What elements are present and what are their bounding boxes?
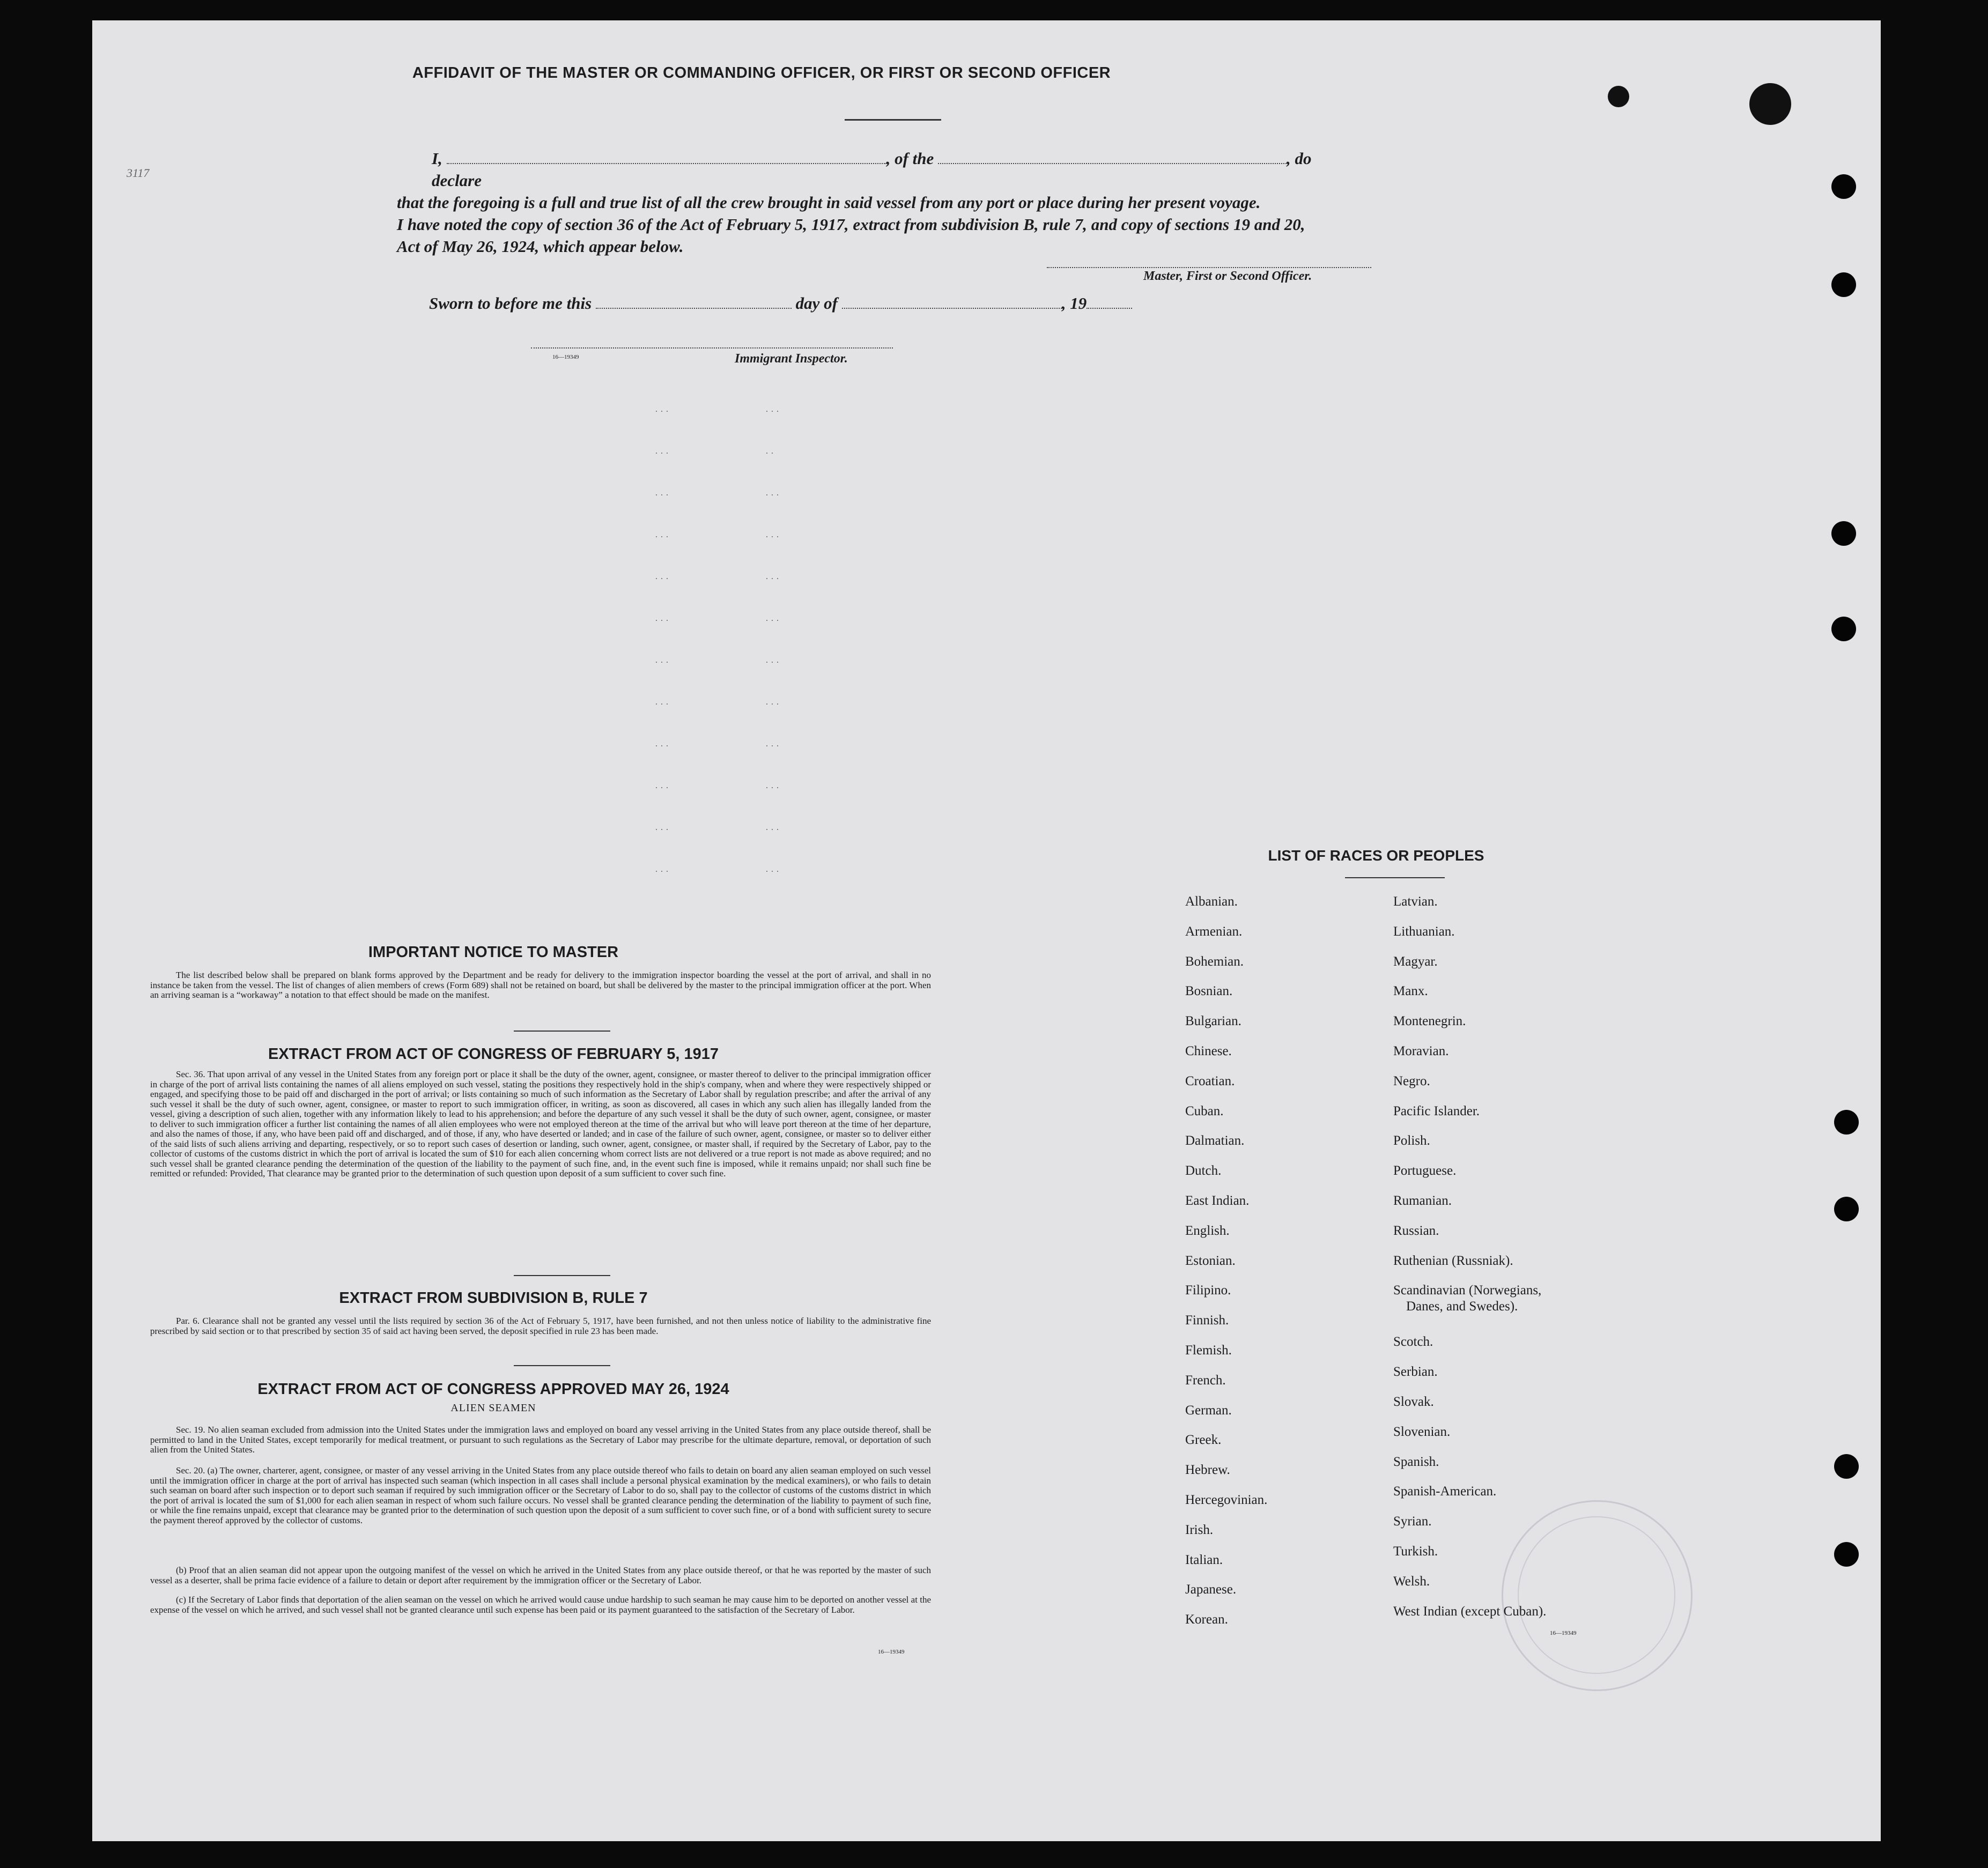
race-item: Latvian. — [1393, 894, 1438, 909]
inspector-signature-line — [531, 347, 893, 349]
races-title: LIST OF RACES OR PEOPLES — [1268, 847, 1484, 864]
race-item: Dutch. — [1185, 1163, 1222, 1178]
title-rule — [845, 119, 941, 121]
sec19-text: Sec. 19. No alien seaman excluded from admission into the United States under the immigration laws and employed on board any vessel arriving in the United States from any place outside thereof, shall be permitted to land in the United States, except temporarily for medical treatment, or pursuant to such regulations as the Secretary of Labor may prescribe for the ultimate departure, removal, or deportation of such alien from the United States. — [150, 1425, 931, 1455]
master-signature-caption: Master, First or Second Officer. — [1143, 269, 1312, 283]
race-item: Bohemian. — [1185, 954, 1244, 969]
race-item: Russian. — [1393, 1223, 1439, 1238]
race-item: Danes, and Swedes). — [1406, 1299, 1518, 1314]
notice-text: The list described below shall be prepared on blank forms approved by the Department and be ready for delivery to the immigration inspector boarding the vessel at the port of arrival, and shall in no instance be taken from the vessel. The list of changes of alien members of crews (Form 689) shall not be retained on board, but shall be delivered by the master to the principal immigration officer at the port. When an arriving seaman is a “workaway” a notation to that effect should be made on the manifest. — [150, 970, 931, 1000]
inspector-caption: Immigrant Inspector. — [735, 352, 848, 366]
races-form-number: 16—19349 — [1550, 1630, 1577, 1636]
race-item: Slovak. — [1393, 1395, 1434, 1409]
affidavit-body — [300, 147, 1351, 257]
race-item: Magyar. — [1393, 954, 1438, 969]
affidavit-line-4: Act of May 26, 1924, which appear below. — [397, 237, 684, 256]
affidavit-form-number: 16—19349 — [552, 354, 579, 360]
race-item: Estonian. — [1185, 1253, 1236, 1268]
rule7-rule — [514, 1365, 610, 1366]
race-item: Finnish. — [1185, 1313, 1229, 1328]
race-item: French. — [1185, 1373, 1226, 1388]
affidavit-of-the: , of the — [886, 149, 934, 168]
alien-seamen-subtitle: ALIEN SEAMEN — [450, 1402, 536, 1414]
margin-note: 3117 — [127, 166, 150, 180]
race-item: Filipino. — [1185, 1283, 1231, 1298]
punch-hole — [1831, 617, 1856, 641]
race-item: West Indian (except Cuban). — [1393, 1604, 1547, 1619]
affidavit-declare: , do declare — [432, 149, 1312, 190]
race-item: Dalmatian. — [1185, 1133, 1245, 1148]
month-blank — [842, 307, 1062, 309]
affidavit-i: I, — [432, 149, 442, 168]
race-item: Chinese. — [1185, 1044, 1232, 1058]
extract-form-number: 16—19349 — [878, 1649, 905, 1655]
race-item: Rumanian. — [1393, 1194, 1452, 1208]
punch-hole — [1834, 1542, 1859, 1567]
show-through-dots: ... .. ... ... ... ... ... ... ... ... ... ... — [766, 405, 782, 874]
notice-rule — [514, 1031, 610, 1032]
sworn-day-blank — [596, 307, 792, 309]
extract-1917-text: Sec. 36. That upon arrival of any vessel in the United States from any foreign port or place it shall be the duty of the owner, agent, consignee, or master thereof to deliver to the principal immigration officer in charge of the port of arrival lists containing the names of all aliens employed on such vessel, stating the positions they respectively hold in the ship's company, when and where they were respectively shipped or engaged, and specifying those to be paid off and discharged in the port of arrival; or lists containing so much of such information as the Secretary of Labor shall by regulation prescribe; and after the arrival of any such vessel it shall be the duty of such owner, agent, consignee, or master to report to such immigration officer, in writing, as soon as discovered, all cases in which any such alien has illegally landed from the vessel, giving a description of such alien, together with any information likely to lead to his apprehension; and before the departure of any such vessel it shall be the duty of such owner, agent, consignee, or master to deliver to such immigration officer a further list containing the names of all alien employees who were not employed thereon at the time of the arrival but who will leave port thereon at the time of her departure, and also the names of those, if any, who have been paid off and discharged, and of those, if any, who have deserted or landed; and in case of the failure of such owner, agent, consignee, or master so to deliver either of the said lists of such aliens arriving and departing, respectively, or so to report such cases of desertion or landing, such owner, agent, consignee, or master shall, if required by the Secretary of Labor, pay to the collector of customs of the customs district in which the port of arrival is located the sum of $10 for each alien concerning whom correct lists are not delivered or a true report is not made as above required; and no such vessel shall be granted clearance pending the determination of the question of the liability to the payment of such fine, and, in the event such fine is imposed, while it remains unpaid; nor shall such fine be remitted or refunded: Provided, That clearance may be granted prior to the determination of such question upon deposit of a sum sufficient to cover such fine. — [150, 1069, 931, 1178]
race-item: Spanish. — [1393, 1454, 1439, 1469]
rule7-title: EXTRACT FROM SUBDIVISION B, RULE 7 — [339, 1289, 648, 1307]
punch-hole — [1834, 1197, 1859, 1221]
name-blank — [447, 162, 886, 164]
race-item: Manx. — [1393, 984, 1428, 999]
show-through-dots: ... ... ... ... ... ... ... ... ... ... ... ... — [655, 405, 671, 874]
race-item: Ruthenian (Russniak). — [1393, 1253, 1513, 1268]
extract-1917-rule — [514, 1275, 610, 1276]
race-item: Polish. — [1393, 1133, 1430, 1148]
race-item: Irish. — [1185, 1522, 1214, 1537]
races-rule — [1345, 877, 1445, 878]
race-item: Lithuanian. — [1393, 924, 1455, 939]
sec20c-text: (c) If the Secretary of Labor finds that deportation of the alien seaman on the vessel on which he arrived would cause undue hardship to such seaman he may cause him to be deported on another vessel at the expense of the vessel on which he arrived, and such vessel shall not be granted clearance until such expense has been paid or its payment guaranteed to the satisfaction of the Secretary of Labor. — [150, 1595, 931, 1615]
punch-hole — [1831, 174, 1856, 199]
punch-hole — [1831, 272, 1856, 297]
race-item: East Indian. — [1185, 1194, 1250, 1208]
ink-blot — [1749, 83, 1791, 125]
race-item: Montenegrin. — [1393, 1014, 1466, 1029]
race-item: Welsh. — [1393, 1574, 1430, 1589]
race-item: Turkish. — [1393, 1544, 1438, 1559]
race-item: Hercegovinian. — [1185, 1493, 1268, 1507]
race-item: Portuguese. — [1393, 1163, 1457, 1178]
race-item: Italian. — [1185, 1552, 1223, 1567]
affidavit-line-3: I have noted the copy of section 36 of the Act of February 5, 1917, extract from subdivision B, rule 7, and copy of sections 19 and 20, — [397, 215, 1305, 234]
race-item: German. — [1185, 1403, 1232, 1418]
race-item: English. — [1185, 1223, 1230, 1238]
race-item: Pacific Islander. — [1393, 1103, 1480, 1118]
embossed-seal-inner — [1518, 1516, 1675, 1674]
sec20a-text: Sec. 20. (a) The owner, charterer, agent, consignee, or master of any vessel arriving in the United States from any place outside thereof who fails to detain on board any alien seaman employed on such vessel until the immigration officer in charge at the port of arrival has inspected such seaman (which inspection in all cases shall include a personal physical examination by the medical examiners), or who fails to detain such seaman on board after such inspection or to deport such seaman if required by such immigration officer or the Secretary of Labor to do so, shall pay to the collector of customs of the customs district in which the port of arrival is located the sum of $1,000 for each alien seaman in respect of whom such failure occurs. No vessel shall be granted clearance pending the determination of the liability to payment of such fine, or while the fine remains unpaid, except that clearance may be granted prior to the determination of such question upon the deposit of a sum sufficient to cover such fine, or of a bond with sufficient surety to secure the payment thereof approved by the collector of customs. — [150, 1465, 931, 1525]
affidavit-line-1 — [300, 147, 1351, 191]
race-item: Moravian. — [1393, 1044, 1449, 1058]
sworn-line — [429, 292, 1180, 314]
race-item: Syrian. — [1393, 1514, 1432, 1529]
race-item: Negro. — [1393, 1073, 1430, 1088]
race-item: Korean. — [1185, 1612, 1228, 1627]
race-item: Hebrew. — [1185, 1463, 1230, 1478]
punch-hole — [1831, 521, 1856, 546]
race-item: Serbian. — [1393, 1365, 1438, 1380]
master-signature-line — [1047, 267, 1371, 268]
vessel-blank — [938, 162, 1287, 164]
race-item: Greek. — [1185, 1433, 1222, 1448]
day-of-text: day of — [795, 294, 838, 313]
sec20b-text: (b) Proof that an alien seaman did not appear upon the outgoing manifest of the vessel on which he arrived in the United States from any place outside thereof, or that he was reported by the master of such vessel as a deserter, shall be prima facie evidence of a failure to detain or deport after requirement by the immigration officer or the Secretary of Labor. — [150, 1565, 931, 1585]
punch-hole — [1834, 1454, 1859, 1479]
extract-1917-title: EXTRACT FROM ACT OF CONGRESS OF FEBRUARY 5, 1917 — [268, 1046, 719, 1063]
sworn-text: Sworn to before me this — [429, 294, 592, 313]
race-item: Armenian. — [1185, 924, 1243, 939]
race-item: Bulgarian. — [1185, 1014, 1241, 1029]
year-blank — [1087, 307, 1132, 309]
race-item: Albanian. — [1185, 894, 1238, 909]
race-item: Scotch. — [1393, 1335, 1433, 1350]
race-item: Japanese. — [1185, 1582, 1237, 1597]
year-prefix: , 19 — [1061, 294, 1087, 313]
race-item: Spanish-American. — [1393, 1484, 1497, 1499]
affidavit-title: AFFIDAVIT OF THE MASTER OR COMMANDING OFFICER, OR FIRST OR SECOND OFFICER — [412, 64, 1111, 81]
race-item: Bosnian. — [1185, 984, 1233, 999]
notice-title: IMPORTANT NOTICE TO MASTER — [368, 944, 619, 961]
punch-hole — [1834, 1110, 1859, 1135]
ink-blot — [1608, 86, 1629, 107]
extract-1924-title: EXTRACT FROM ACT OF CONGRESS APPROVED MAY 26, 1924 — [257, 1381, 729, 1398]
affidavit-line-2: that the foregoing is a full and true list of all the crew brought in said vessel from any port or place during her present voyage. — [397, 193, 1261, 212]
race-item: Slovenian. — [1393, 1424, 1451, 1439]
race-item: Cuban. — [1185, 1103, 1224, 1118]
race-item: Croatian. — [1185, 1073, 1235, 1088]
rule7-text: Par. 6. Clearance shall not be granted any vessel until the lists required by section 36 of the Act of February 5, 1917, have been furnished, and not then unless notice of liability to the administrative fine prescribed by said section or to that prescribed by section 35 of said act having been served, the deposit specified in rule 23 has been made. — [150, 1316, 931, 1336]
race-item: Flemish. — [1185, 1343, 1232, 1358]
race-item: Scandinavian (Norwegians, — [1393, 1283, 1542, 1298]
